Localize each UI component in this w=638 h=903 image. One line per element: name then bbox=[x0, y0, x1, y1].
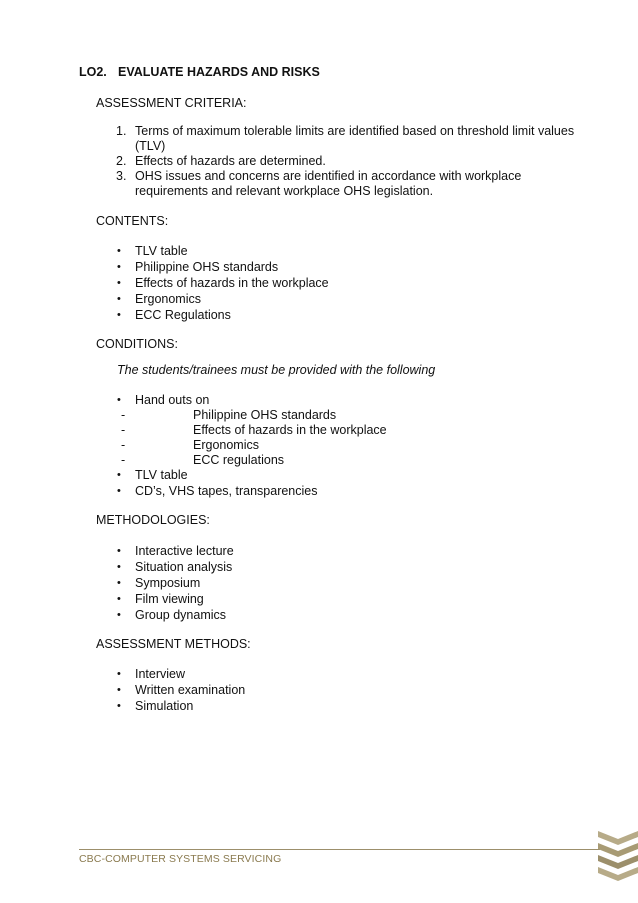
item-text: Ergonomics bbox=[193, 438, 259, 452]
dash-marker: - bbox=[121, 423, 126, 437]
item-text-cont: (TLV) bbox=[135, 139, 166, 153]
item-text: Interactive lecture bbox=[135, 544, 234, 558]
contents-label: CONTENTS: bbox=[96, 214, 169, 228]
page-heading bbox=[79, 65, 320, 79]
list-item bbox=[96, 682, 245, 698]
bullet-icon: • bbox=[117, 684, 121, 696]
list-item bbox=[96, 483, 318, 499]
list-item bbox=[96, 607, 234, 623]
list-item bbox=[96, 559, 234, 575]
list-item bbox=[96, 307, 329, 323]
item-text: Effects of hazards in the workplace bbox=[135, 276, 329, 290]
bullet-icon: • bbox=[117, 485, 121, 497]
item-number: 2. bbox=[116, 154, 127, 168]
assessment-criteria-list bbox=[96, 124, 596, 199]
assessment-methods-list bbox=[96, 666, 245, 714]
item-text: Film viewing bbox=[135, 592, 204, 606]
list-item bbox=[96, 666, 245, 682]
item-text: TLV table bbox=[135, 468, 188, 482]
bullet-icon: • bbox=[117, 561, 121, 573]
conditions-list bbox=[96, 392, 209, 408]
item-text: CD’s, VHS tapes, transparencies bbox=[135, 484, 318, 498]
item-text-cont: requirements and relevant workplace OHS legislation. bbox=[135, 184, 434, 198]
list-item bbox=[96, 698, 245, 714]
footer-text: CBC-COMPUTER SYSTEMS SERVICING bbox=[79, 853, 282, 865]
bullet-icon: • bbox=[117, 593, 121, 605]
assessment-criteria-label: ASSESSMENT CRITERIA: bbox=[96, 96, 247, 110]
item-text: Philippine OHS standards bbox=[135, 260, 279, 274]
item-text: Effects of hazards are determined. bbox=[135, 154, 326, 168]
bullet-icon: • bbox=[117, 609, 121, 621]
sub-item bbox=[96, 423, 516, 438]
item-text: ECC Regulations bbox=[135, 308, 231, 322]
methodologies-list bbox=[96, 543, 234, 623]
bullet-icon: • bbox=[117, 394, 121, 406]
item-text: Interview bbox=[135, 667, 186, 681]
bullet-icon: • bbox=[117, 545, 121, 557]
item-text: Ergonomics bbox=[135, 292, 201, 306]
item-text: Situation analysis bbox=[135, 560, 233, 574]
bullet-icon: • bbox=[117, 261, 121, 273]
bullet-icon: • bbox=[117, 293, 121, 305]
item-text: Simulation bbox=[135, 699, 194, 713]
bullet-icon: • bbox=[117, 700, 121, 712]
assessment-methods-label: ASSESSMENT METHODS: bbox=[96, 637, 251, 651]
dash-marker: - bbox=[121, 453, 126, 467]
contents-list bbox=[96, 243, 329, 323]
list-item bbox=[96, 543, 234, 559]
list-item bbox=[96, 467, 318, 483]
sub-item bbox=[96, 438, 516, 453]
conditions-intro: The students/trainees must be provided with the following bbox=[117, 363, 436, 377]
bullet-icon: • bbox=[117, 309, 121, 321]
item-text: TLV table bbox=[135, 244, 188, 258]
list-item bbox=[96, 575, 234, 591]
bullet-icon: • bbox=[117, 668, 121, 680]
item-text: Philippine OHS standards bbox=[193, 408, 337, 422]
dash-marker: - bbox=[121, 408, 126, 422]
item-number: 1. bbox=[116, 124, 127, 138]
bullet-icon: • bbox=[117, 245, 121, 257]
list-item bbox=[96, 243, 329, 259]
conditions-label: CONDITIONS: bbox=[96, 337, 178, 351]
item-text: Group dynamics bbox=[135, 608, 227, 622]
item-text: Hand outs on bbox=[135, 393, 210, 407]
conditions-list-cont bbox=[96, 467, 318, 499]
list-item bbox=[96, 392, 209, 408]
item-text: OHS issues and concerns are identified in accordance with workplace bbox=[135, 169, 522, 183]
bullet-icon: • bbox=[117, 577, 121, 589]
bullet-icon: • bbox=[117, 469, 121, 481]
list-item bbox=[96, 124, 596, 154]
list-item bbox=[96, 154, 596, 169]
item-text: ECC regulations bbox=[193, 453, 285, 467]
heading-title: EVALUATE HAZARDS AND RISKS bbox=[118, 65, 320, 79]
bullet-icon: • bbox=[117, 277, 121, 289]
list-item bbox=[96, 291, 329, 307]
handouts-sublist bbox=[96, 408, 516, 468]
item-text: Written examination bbox=[135, 683, 246, 697]
list-item bbox=[96, 275, 329, 291]
list-item bbox=[96, 591, 234, 607]
item-text: Terms of maximum tolerable limits are identified based on threshold limit values bbox=[135, 124, 575, 138]
item-text: Effects of hazards in the workplace bbox=[193, 423, 387, 437]
sub-item bbox=[96, 453, 516, 468]
chevron-stack-icon bbox=[598, 823, 638, 883]
heading-number: LO2. bbox=[79, 65, 107, 79]
list-item bbox=[96, 169, 596, 199]
sub-item bbox=[96, 408, 516, 423]
footer-divider bbox=[79, 849, 600, 850]
item-number: 3. bbox=[116, 169, 127, 183]
list-item bbox=[96, 259, 329, 275]
item-text: Symposium bbox=[135, 576, 201, 590]
methodologies-label: METHODOLOGIES: bbox=[96, 513, 210, 527]
dash-marker: - bbox=[121, 438, 126, 452]
